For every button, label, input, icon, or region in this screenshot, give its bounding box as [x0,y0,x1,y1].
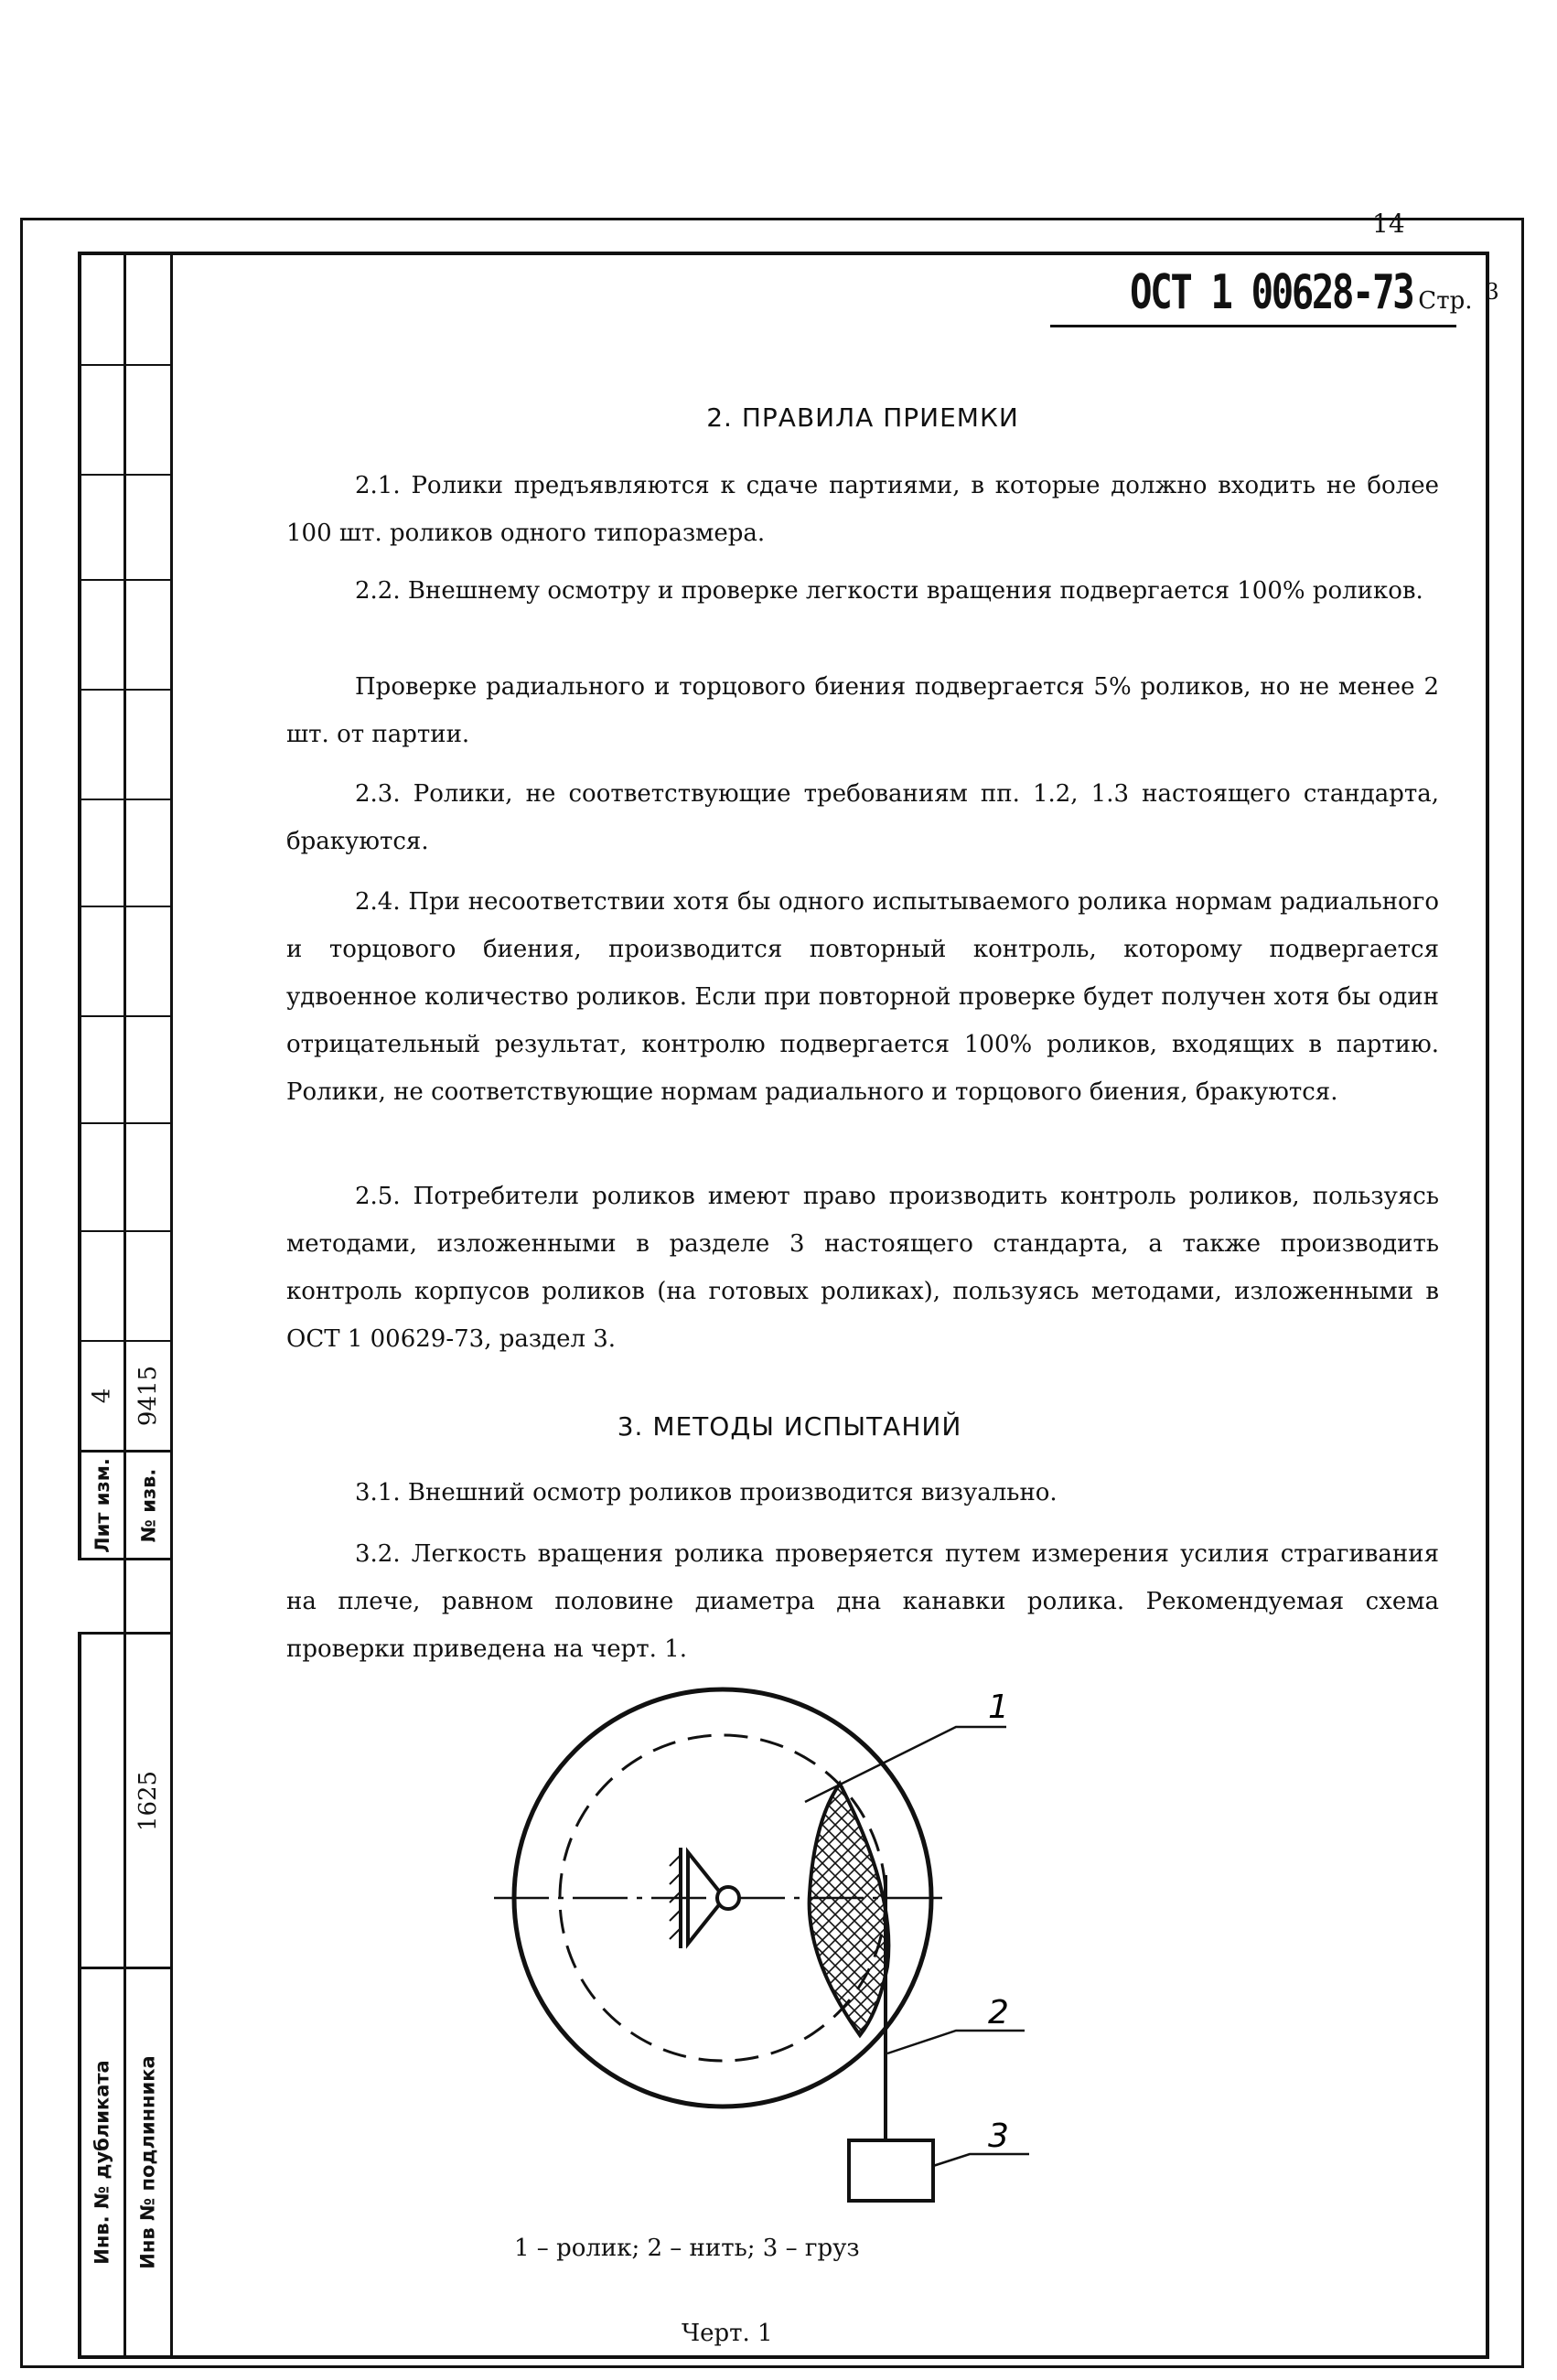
paragraph-3-1: 3.1. Внешний осмотр роликов производится визуально. [355,1479,1058,1506]
lit-izm-value-cell [81,1342,123,1450]
stamp-row [78,579,173,581]
inv-podl-value: 1625 [134,1770,163,1831]
lit-izm-label-cell [81,1453,123,1558]
page-header [1050,265,1499,320]
stamp-row [78,474,173,476]
outer-frame-left [20,218,23,2367]
n-izv-value: 9415 [134,1365,163,1427]
figure-legend: 1 – ролик; 2 – нить; 3 – груз [514,2235,860,2262]
inv-podl-label-cell [126,1969,170,2355]
stamp-row [78,1230,173,1232]
n-izv-label-cell [126,1453,170,1558]
figure-caption: Черт. 1 [682,2320,773,2347]
paragraph-3-2: 3.2. Легкость вращения ролика проверяется путем измерения усилия страгивания на плече, равном половине диаметра дна канавки ролика. Рекомендуемая схема проверки приведена на черт. 1. [286,1540,1439,1663]
leader-3 [933,2154,1029,2166]
n-izv-value-cell [126,1342,170,1450]
outer-frame-bottom [20,2365,1524,2368]
paragraph-2-2b: Проверке радиального и торцового биения подвергается 5% роликов, но не менее 2 шт. от партии. [286,673,1439,748]
lit-izm-label: Лит изм. [91,1457,113,1553]
stamp-row [78,689,173,691]
hatched-section [810,1784,889,2035]
inv-podl-label: Инв № подлинника [137,2055,160,2269]
paragraph-2-2: 2.2. Внешнему осмотру и проверке легкости вращения подвергается 100% роликов. [355,577,1423,605]
figure-label-1: 1 [988,1689,1009,1726]
corner-page-number: 14 [1372,209,1405,239]
page-label: Стр. [1418,287,1473,315]
weight-box [849,2140,933,2201]
inv-dubl-label-cell [81,1969,123,2355]
inner-frame-top [78,252,1488,255]
standard-code: ОСТ 1 00628-73 [1130,265,1413,320]
inner-frame-bottom [78,2355,1488,2359]
paragraph-2-5: 2.5. Потребители роликов имеют право производить контроль роликов, пользуясь методами, изложенными в разделе 3 настоящего стандарта, а также производить контроль корпусов роликов (на готовых роликах), пользуясь методами, изложенными в ОСТ 1 00629-73, раздел 3. [286,1183,1439,1353]
section-2-title: 2. ПРАВИЛА ПРИЕМКИ [706,402,1019,433]
page-number: 3 [1485,279,1499,305]
lit-izm-value: 4 [88,1388,116,1404]
paragraph-2-1: 2.1. Ролики предъявляются к сдаче партиями, в которые должно входить не более 100 шт. роликов одного типоразмера. [286,472,1439,547]
stamp-upper-bottom [78,1558,173,1560]
figure-label-3: 3 [988,2117,1009,2155]
section-3-title: 3. МЕТОДЫ ИСПЫТАНИЙ [617,1411,962,1442]
header-underline [1050,325,1456,327]
stamp-row [78,364,173,366]
outer-frame-top [20,218,1524,220]
stamp-col-line-2 [170,252,173,2359]
stamp-row [78,1122,173,1124]
inner-frame-right [1486,252,1489,2359]
stamp-row [78,1015,173,1017]
leader-2 [887,2031,1025,2053]
paragraph-2-4: 2.4. При несоответствии хотя бы одного испытываемого ролика нормам радиального и торцового биения, производится повторный контроль, которому подвергается удвоенное количество роликов. Если при повторной проверке будет получен хотя бы один отрицательный результат, контролю подвергается 100% роликов, входящих в партию. Ролики, не соответствующие нормам радиального и торцового биения, бракуются. [286,888,1439,1106]
outer-frame-right [1521,218,1524,2367]
stamp-row [78,799,173,800]
n-izv-label: № изв. [137,1468,160,1542]
stamp-row [78,906,173,907]
figure-roller-scheme [457,1665,1079,2214]
inv-podl-value-cell [126,1635,170,1967]
paragraph-2-3: 2.3. Ролики, не соответствующие требованиям пп. 1.2, 1.3 настоящего стандарта, бракуются. [286,780,1439,855]
figure-label-2: 2 [988,1994,1009,2032]
inv-dubl-label: Инв. № дубликата [91,2060,113,2265]
pivot-axle [717,1887,739,1909]
